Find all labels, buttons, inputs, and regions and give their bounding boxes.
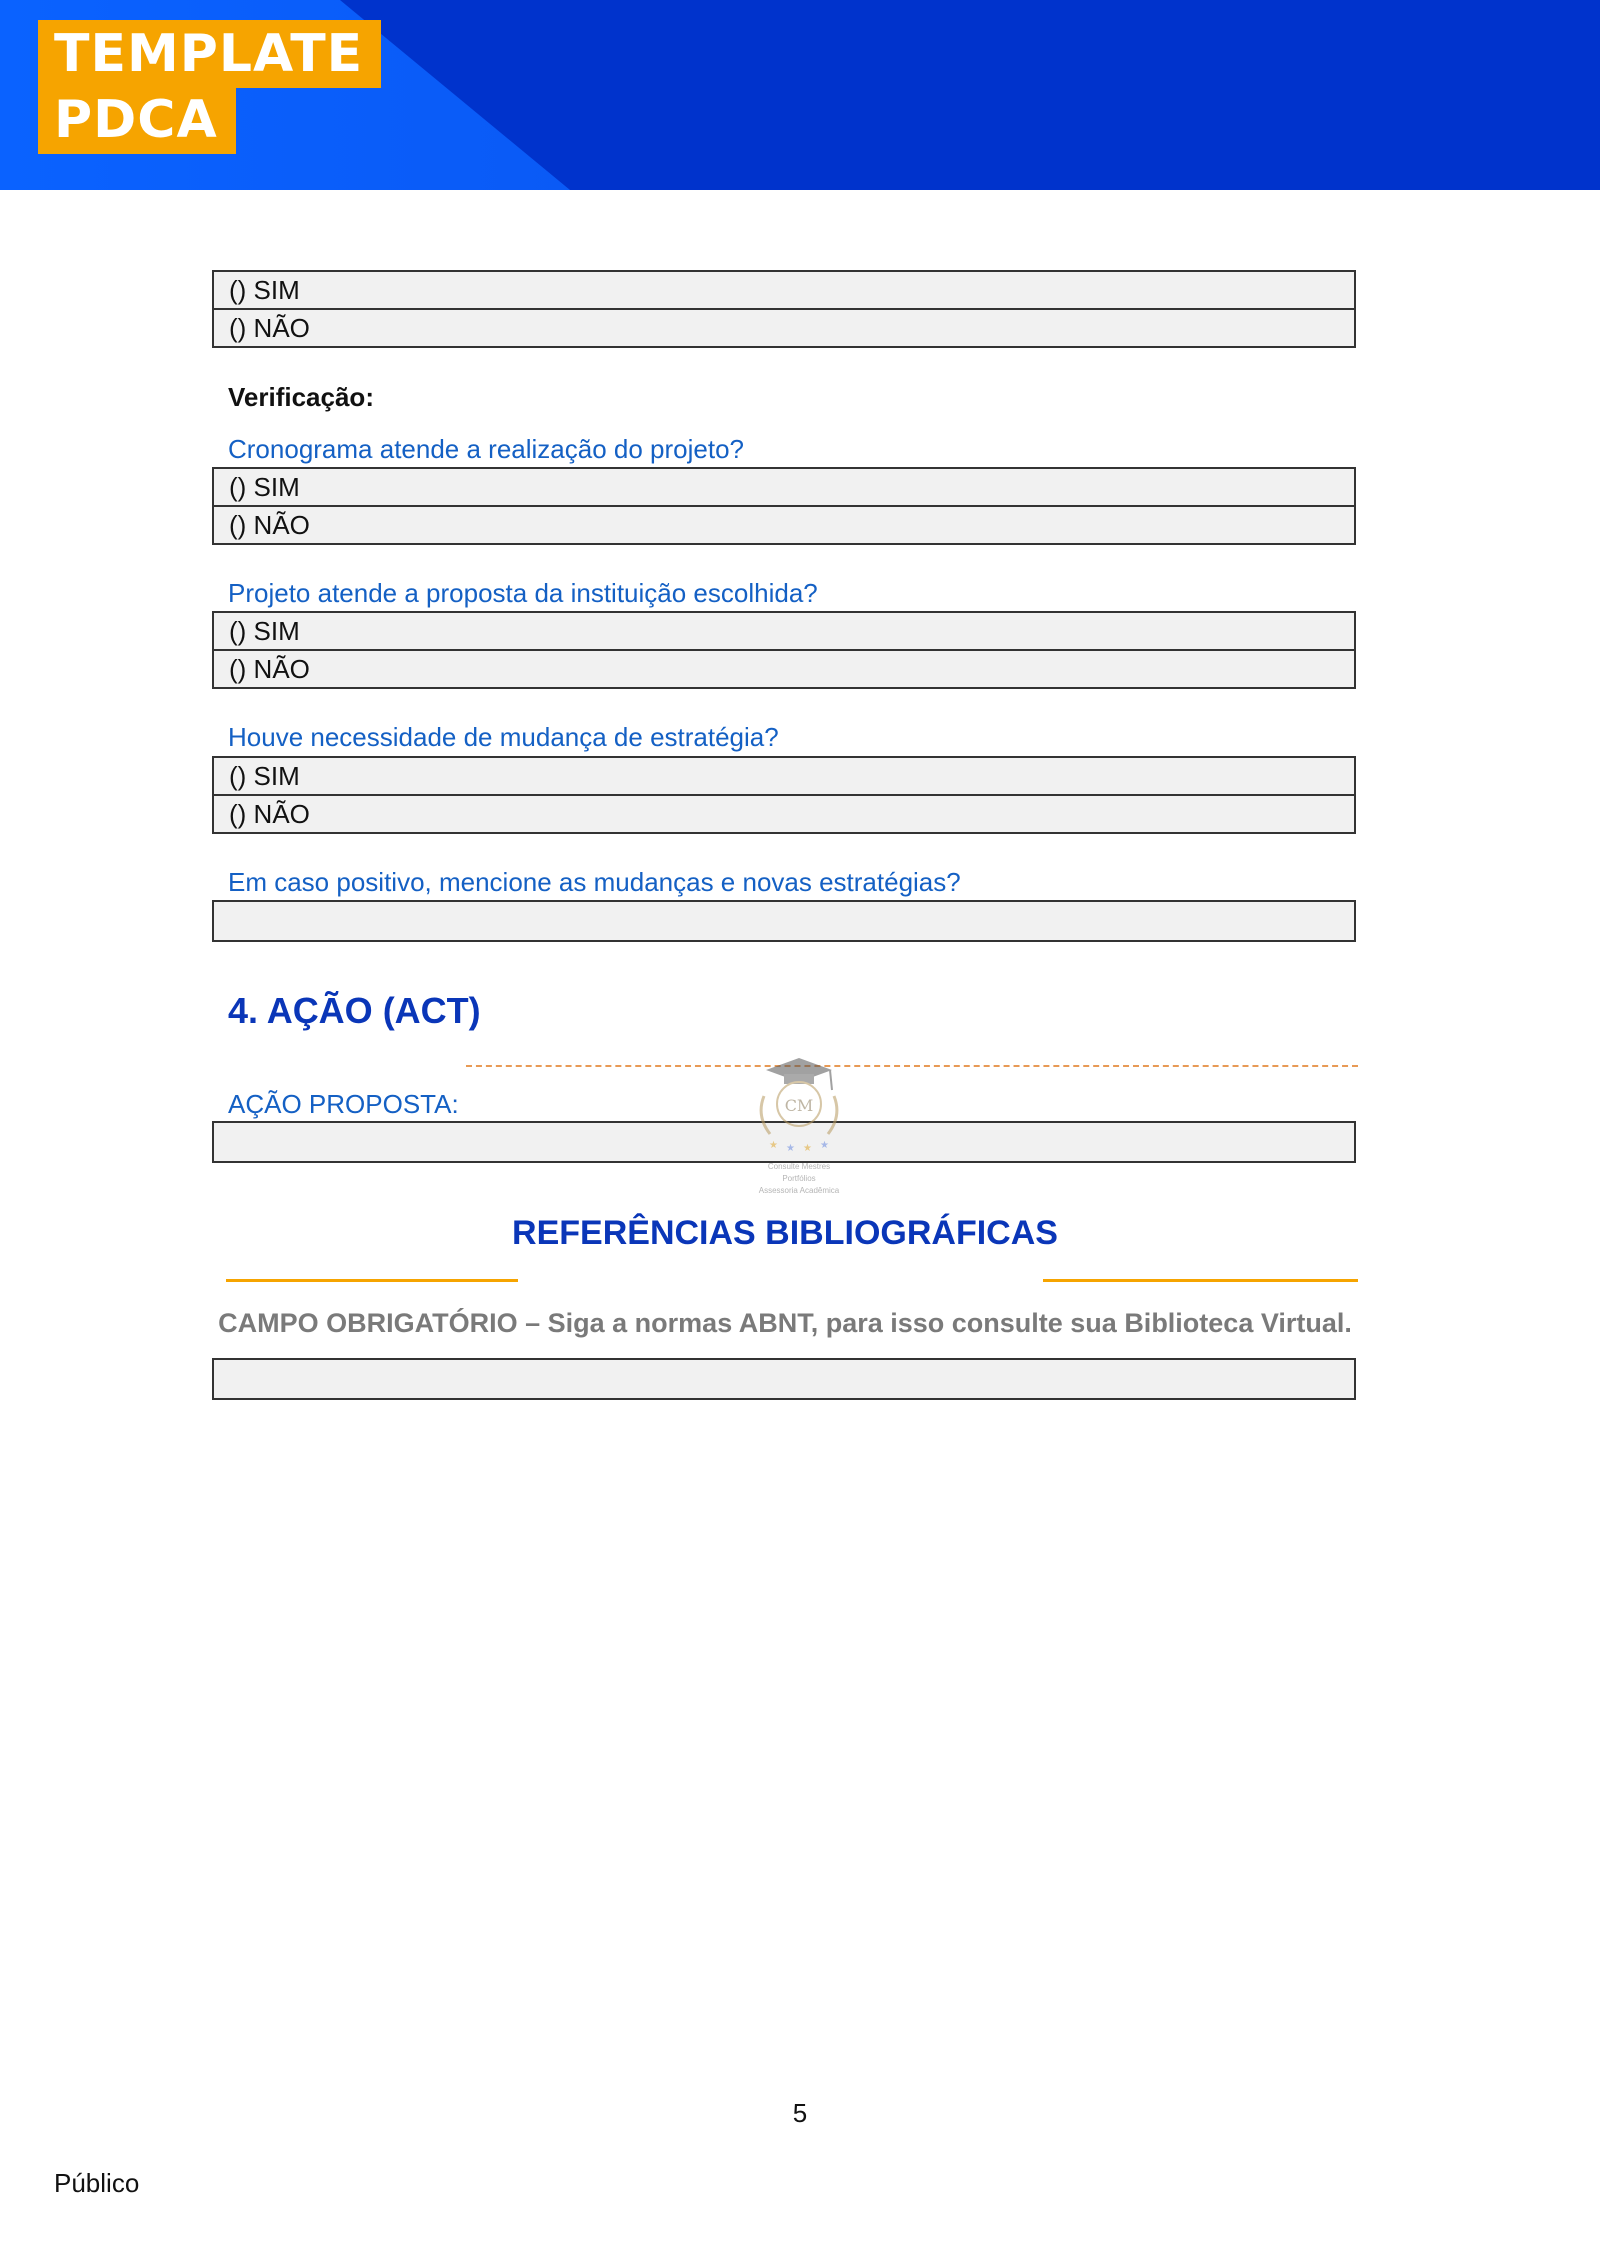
logo-line-1: TEMPLATE xyxy=(38,20,381,88)
options-table-2 xyxy=(212,467,1356,545)
options-table-3 xyxy=(212,611,1356,689)
option-nao[interactable]: () NÃO xyxy=(214,505,1354,543)
question-1: Cronograma atende a realização do projeto? xyxy=(228,434,745,464)
svg-text:★: ★ xyxy=(820,1140,829,1151)
verification-heading: Verificação: xyxy=(228,382,374,412)
followup-question: Em caso positivo, mencione as mudanças e novas estratégias? xyxy=(228,867,961,897)
options-table-4 xyxy=(212,756,1356,834)
dashed-divider xyxy=(466,1065,1358,1067)
changes-text-field[interactable] xyxy=(212,900,1356,942)
watermark-line-2: Portfólios xyxy=(782,1174,816,1183)
svg-text:★: ★ xyxy=(769,1140,778,1151)
orange-divider-right xyxy=(1043,1279,1358,1282)
header-banner xyxy=(0,0,1600,190)
orange-divider-left xyxy=(226,1279,518,1282)
page-number: 5 xyxy=(792,2098,808,2128)
footer-classification: Público xyxy=(54,2168,140,2198)
watermark-line-1: Consulte Mestres xyxy=(767,1162,831,1171)
proposed-action-label: AÇÃO PROPOSTA: xyxy=(228,1089,459,1119)
question-2: Projeto atende a proposta da instituição escolhida? xyxy=(228,578,818,608)
question-3: Houve necessidade de mudança de estratégia? xyxy=(228,722,779,752)
option-sim[interactable]: () SIM xyxy=(229,761,300,791)
options-table-1 xyxy=(212,270,1356,348)
option-sim[interactable]: () SIM xyxy=(229,616,300,646)
logo-line-2: PDCA xyxy=(38,86,236,154)
references-title: REFERÊNCIAS BIBLIOGRÁFICAS xyxy=(512,1214,1058,1252)
references-field[interactable] xyxy=(212,1358,1356,1400)
watermark-seal-icon xyxy=(724,1056,874,1206)
option-nao[interactable]: () NÃO xyxy=(214,649,1354,687)
watermark-line-3: Assessoria Acadêmica xyxy=(758,1186,840,1195)
option-sim[interactable]: () SIM xyxy=(229,275,300,305)
template-logo xyxy=(38,20,381,154)
watermark-monogram: CM xyxy=(784,1096,814,1115)
references-note: CAMPO OBRIGATÓRIO – Siga a normas ABNT, para isso consulte sua Biblioteca Virtual. xyxy=(218,1308,1352,1338)
option-nao[interactable]: () NÃO xyxy=(214,794,1354,832)
svg-text:★: ★ xyxy=(803,1143,812,1154)
option-sim[interactable]: () SIM xyxy=(229,472,300,502)
svg-text:★: ★ xyxy=(786,1143,795,1154)
section-title-act: 4. AÇÃO (ACT) xyxy=(228,990,481,1031)
option-nao[interactable]: () NÃO xyxy=(214,308,1354,346)
